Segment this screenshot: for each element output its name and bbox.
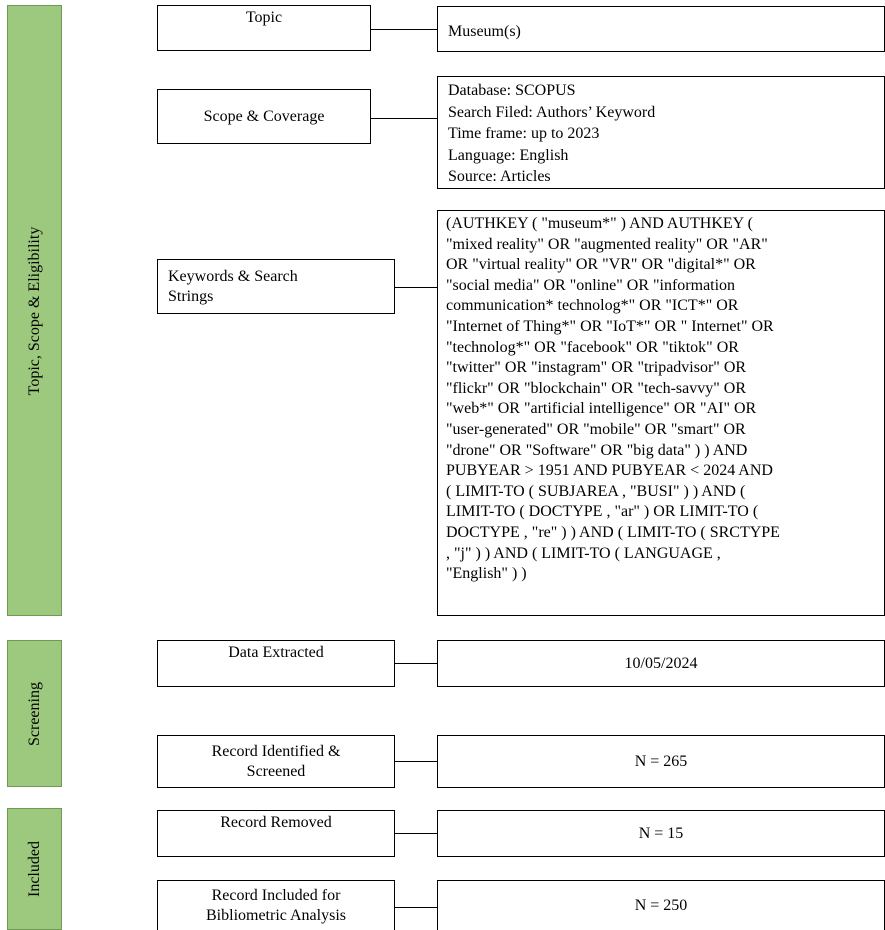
query-line: "drone" OR "Software" OR "big data" ) ) AND — [446, 441, 748, 459]
included-label-line2: Bibliometric Analysis — [206, 906, 346, 924]
included-label-box — [157, 880, 395, 930]
scope-label-box — [157, 89, 371, 144]
query-line: "mixed reality" OR "augmented reality" OR "AR" — [446, 235, 768, 253]
included-label-line1: Record Included for — [211, 886, 341, 904]
phase-included — [7, 808, 62, 930]
query-line: "Internet of Thing*" OR "IoT*" OR " Internet" OR — [446, 317, 774, 335]
identified-label-box — [157, 735, 395, 788]
query-line: communication* technolog*" OR "ICT*" OR — [446, 297, 739, 315]
phase-identification-label: Topic, Scope & Eligibility — [25, 226, 43, 395]
query-line: "social media" OR "online" OR "information — [446, 276, 736, 294]
keywords-connector — [395, 287, 437, 288]
query-line: "flickr" OR "blockchain" OR "tech-savvy" OR — [446, 379, 747, 397]
keywords-label-line2: Strings — [168, 287, 214, 305]
query-line: OR "virtual reality" OR "VR" OR "digital*" OR — [446, 256, 756, 274]
topic-value: Museum(s) — [448, 23, 521, 40]
scope-line-language: Language: English — [448, 146, 569, 164]
identified-label-line2: Screened — [246, 762, 306, 780]
query-line: "twitter" OR "instagram" OR "tripadvisor" OR — [446, 359, 747, 377]
query-line: "English" ) ) — [446, 565, 527, 583]
query-line: "technolog*" OR "facebook" OR "tiktok" OR — [446, 338, 739, 356]
scope-line-search-field: Search Filed: Authors’ Keyword — [448, 103, 656, 121]
scope-value-box — [437, 76, 885, 189]
keywords-label-box — [157, 259, 395, 314]
extracted-value-box — [437, 640, 885, 687]
phase-identification — [7, 5, 62, 616]
topic-label-box — [157, 5, 371, 51]
identified-value: N = 265 — [634, 752, 688, 770]
query-line: DOCTYPE , "re" ) ) AND ( LIMIT-TO ( SRCTYPE — [446, 523, 780, 541]
query-line: , "j" ) ) AND ( LIMIT-TO ( LANGUAGE , — [446, 544, 721, 562]
removed-value: N = 15 — [638, 824, 684, 842]
phase-screening-label: Screening — [25, 681, 43, 746]
keywords-label-line1: Keywords & Search — [168, 267, 298, 285]
scope-line-time-frame: Time frame: up to 2023 — [448, 125, 600, 142]
extracted-connector — [395, 663, 437, 664]
extracted-label: Data Extracted — [228, 644, 324, 661]
query-line: LIMIT-TO ( DOCTYPE , "ar" ) OR LIMIT-TO ( — [446, 503, 759, 521]
identified-label-line1: Record Identified & — [211, 742, 341, 760]
removed-connector — [395, 833, 437, 834]
identified-value-box — [437, 735, 885, 788]
removed-label-box — [157, 810, 395, 857]
query-line: "user-generated" OR "mobile" OR "smart" OR — [446, 420, 746, 438]
phase-screening — [7, 640, 62, 787]
query-line: ( LIMIT-TO ( SUBJAREA , "BUSI" ) ) AND ( — [446, 482, 746, 500]
extracted-value: 10/05/2024 — [624, 654, 698, 672]
scope-line-database: Database: SCOPUS — [448, 82, 576, 99]
query-line: PUBYEAR > 1951 AND PUBYEAR < 2024 AND — [446, 462, 773, 480]
topic-value-box — [437, 6, 885, 52]
query-line: (AUTHKEY ( "museum*" ) AND AUTHKEY ( — [446, 215, 753, 232]
identified-connector — [395, 761, 437, 762]
extracted-label-box — [157, 640, 395, 687]
included-connector — [395, 907, 437, 908]
topic-label: Topic — [245, 9, 283, 26]
removed-value-box — [437, 810, 885, 857]
scope-line-source: Source: Articles — [448, 168, 551, 185]
phase-included-label: Included — [25, 841, 43, 897]
topic-connector — [371, 29, 437, 30]
scope-connector — [371, 118, 437, 119]
included-value: N = 250 — [634, 896, 688, 914]
scope-label: Scope & Coverage — [203, 107, 325, 125]
search-string-box — [437, 210, 885, 616]
included-value-box — [437, 880, 885, 930]
query-line: "web*" OR "artificial intelligence" OR "AI" OR — [446, 400, 757, 418]
removed-label: Record Removed — [220, 814, 332, 831]
